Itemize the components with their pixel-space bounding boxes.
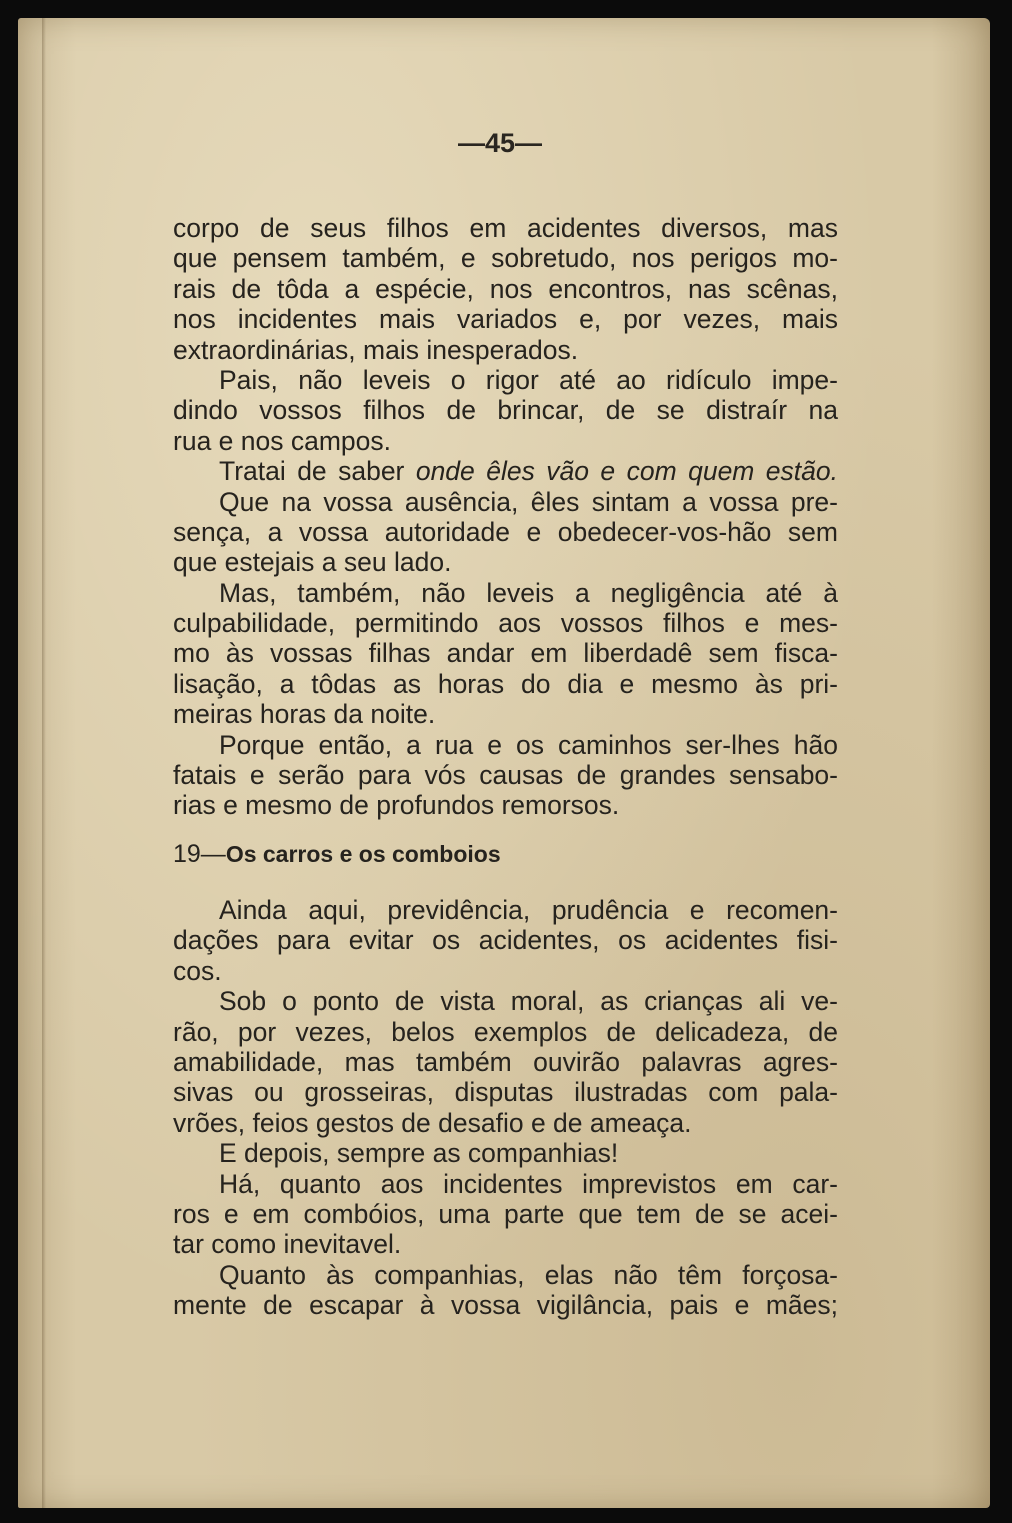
tratai-prefix: Tratai de saber [219,456,416,487]
text-line: mente de escapar à vossa vigilância, pais e mães; [173,1290,838,1321]
body-text-section-2 [173,895,838,1320]
section-heading [173,840,838,869]
text-line: Mas, também, não leveis a negligência até à [219,577,838,608]
text-line: vrões, feios gestos de desafio e de ameaça. [173,1107,692,1138]
text-line: Quanto às companhias, elas não têm forçosa- [219,1259,838,1290]
text-line: nos incidentes mais variados e, por vezes, mais [173,304,838,335]
text-line: culpabilidade, permitindo aos vossos filhos e mes- [173,608,838,639]
text-line: rias e mesmo de profundos remorsos. [173,790,620,821]
text-line: Porque então, a rua e os caminhos ser-lhes hão [219,729,838,760]
text-line: que estejais a seu lado. [173,547,452,578]
text-line: amabilidade, mas também ouvirão palavras agres- [173,1046,838,1077]
text-line: sivas ou grosseiras, disputas ilustradas com pala- [173,1077,838,1108]
text-line: corpo de seus filhos em acidentes diversos, mas [173,213,838,243]
tratai-emphasis: onde êles vão e com quem estão. [415,456,839,487]
text-line: fatais e serão para vós causas de grandes sensabo- [173,760,838,791]
page-number: —45— [457,128,543,158]
text-line: dindo vossos filhos de brincar, de se distraír na [173,395,838,426]
section-number: 19— [173,840,226,868]
text-line: ros e em combóios, uma parte que tem de se acei- [173,1198,838,1229]
text-line: rão, por vezes, belos exemplos de delicadeza, de [173,1016,838,1047]
page-gutter-shadow [42,18,46,1508]
text-line: dações para evitar os acidentes, os acidentes fisi- [173,925,838,956]
text-line-tratai [173,456,838,486]
text-line: tar como inevitavel. [173,1229,402,1260]
text-line: lisação, a tôdas as horas do dia e mesmo às pri- [173,668,838,699]
text-line: Há, quanto aos incidentes imprevistos em car- [219,1168,838,1199]
text-line: mo às vossas filhas andar em liberdadê sem fisca- [173,638,838,669]
text-line: meiras horas da noite. [173,699,436,730]
text-line: rua e nos campos. [173,425,392,456]
body-text-section-1 [173,213,838,821]
text-line: rais de tôda a espécie, nos encontros, nas scênas, [173,273,838,304]
text-line: Sob o ponto de vista moral, as crianças ali ve- [219,986,838,1017]
text-line: extraordinárias, mais inesperados. [173,334,579,365]
text-line: Que na vossa ausência, êles sintam a vossa pre- [219,486,838,517]
text-line: Ainda aqui, previdência, prudência e recomen- [219,895,838,925]
text-line: E depois, sempre as companhias! [219,1138,619,1169]
section-title: Os carros e os comboios [225,841,501,867]
text-line: cos. [173,955,222,986]
text-line: sença, a vossa autoridade e obedecer-vos-hão sem [173,516,838,547]
text-line: que pensem também, e sobretudo, nos perigos mo- [173,243,838,274]
text-line: Pais, não leveis o rigor até ao ridículo impe- [219,364,838,395]
